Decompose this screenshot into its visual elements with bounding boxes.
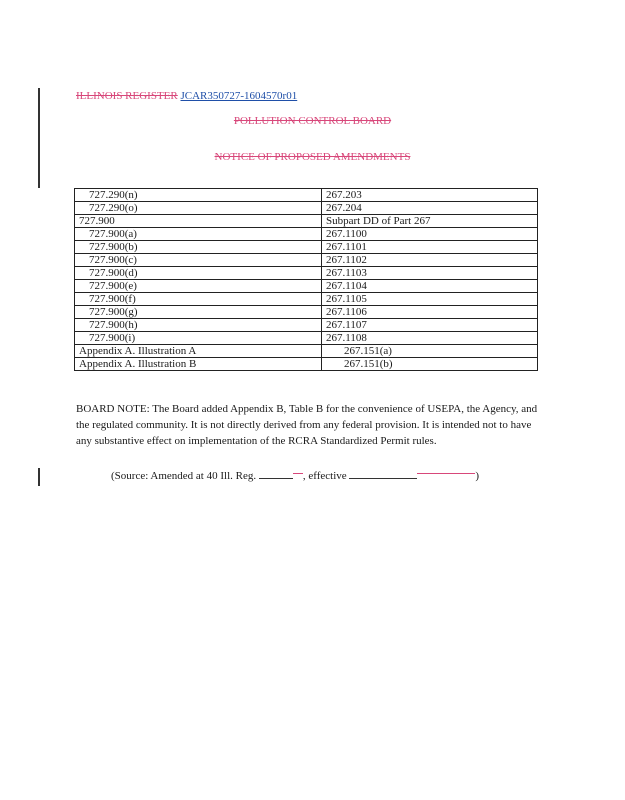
table-cell-federal-section: 267.1101 [322, 241, 538, 254]
table-row [75, 254, 538, 267]
table-row [75, 267, 538, 280]
table-cell-federal-section: 267.151(a) [322, 345, 538, 358]
table-cell-federal-section: Subpart DD of Part 267 [322, 215, 538, 228]
table-row [75, 332, 538, 345]
table-cell-state-section: 727.290(o) [75, 202, 322, 215]
table-cell-federal-section: 267.1102 [322, 254, 538, 267]
board-note: BOARD NOTE: The Board added Appendix B, Table B for the convenience of USEPA, the Agency, and the regulated community. It is not directly derived from any federal provision. It is intended not to have any substantive effect on implementation of the RCRA Standardized Permit rules. [76, 403, 538, 447]
table-cell-state-section: Appendix A. Illustration A [75, 345, 322, 358]
table-cell-state-section: 727.900 [75, 215, 322, 228]
table-cell-state-section: Appendix A. Illustration B [75, 358, 322, 371]
table-row [75, 345, 538, 358]
table-row [75, 280, 538, 293]
table-row [75, 293, 538, 306]
table-cell-federal-section: 267.203 [322, 189, 538, 202]
table-cell-state-section: 727.900(i) [75, 332, 322, 345]
table-cell-federal-section: 267.1103 [322, 267, 538, 280]
table-row [75, 215, 538, 228]
table-cell-federal-section: 267.1105 [322, 293, 538, 306]
table-cell-federal-section: 267.1107 [322, 319, 538, 332]
table-cell-state-section: 727.900(g) [75, 306, 322, 319]
register-page-blank [259, 478, 293, 479]
register-header [76, 90, 297, 102]
source-prefix: (Source: Amended at 40 Ill. Reg. [111, 470, 257, 482]
table-cell-federal-section: 267.151(b) [322, 358, 538, 371]
notice-title: NOTICE OF PROPOSED AMENDMENTS [214, 151, 411, 163]
jcar-id: JCAR350727-1604570r01 [180, 90, 298, 102]
table-cell-federal-section: 267.1106 [322, 306, 538, 319]
table-cell-state-section: 727.290(n) [75, 189, 322, 202]
table-row [75, 319, 538, 332]
table-cell-federal-section: 267.1100 [322, 228, 538, 241]
source-suffix: ) [475, 470, 480, 482]
table-cell-state-section: 727.900(e) [75, 280, 322, 293]
effective-date-blank [349, 478, 417, 479]
table-row [75, 228, 538, 241]
table-row [75, 189, 538, 202]
change-bar-top [38, 88, 40, 188]
struck-date-line [417, 473, 475, 474]
table-row [75, 306, 538, 319]
table-cell-state-section: 727.900(a) [75, 228, 322, 241]
source-note [111, 470, 479, 482]
change-bar-bottom [38, 468, 40, 486]
table-row [75, 241, 538, 254]
table-cell-state-section: 727.900(f) [75, 293, 322, 306]
table-cell-state-section: 727.900(d) [75, 267, 322, 280]
source-effective: , effective [302, 470, 347, 482]
table-cell-state-section: 727.900(b) [75, 241, 322, 254]
table-cell-state-section: 727.900(c) [75, 254, 322, 267]
table-row [75, 358, 538, 371]
table-cell-federal-section: 267.204 [322, 202, 538, 215]
table-cell-state-section: 727.900(h) [75, 319, 322, 332]
struck-dash [293, 473, 303, 474]
table-cell-federal-section: 267.1108 [322, 332, 538, 345]
board-name: POLLUTION CONTROL BOARD [233, 115, 392, 127]
register-title-struck: ILLINOIS REGISTER [76, 90, 178, 102]
table-cell-federal-section: 267.1104 [322, 280, 538, 293]
cross-reference-table [74, 188, 538, 371]
table-row [75, 202, 538, 215]
